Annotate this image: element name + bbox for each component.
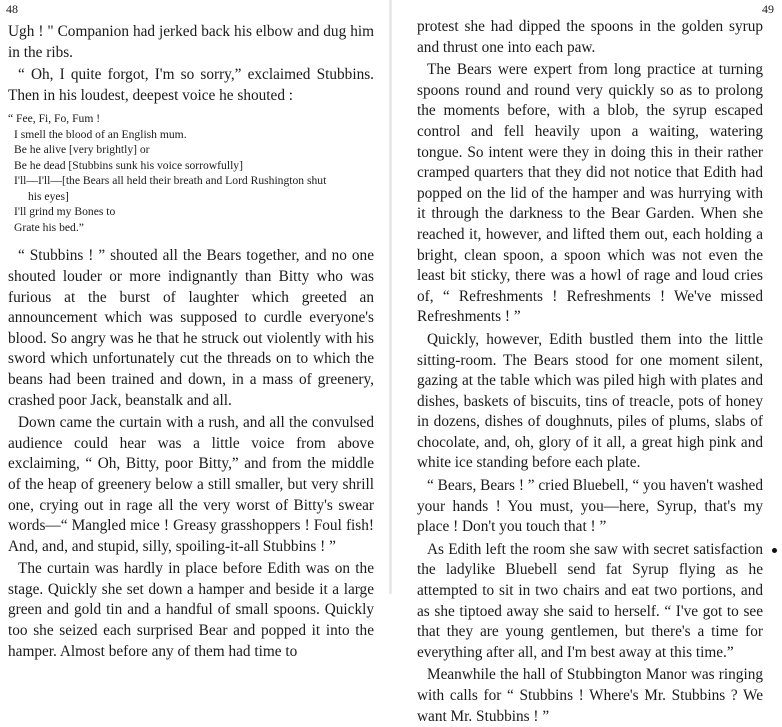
verse-line: Grate his bed.” [14,220,84,234]
left-page [0,0,391,660]
verse-line: I'll grind my Bones to [14,205,116,219]
paragraph: Meanwhile the hall of Stubbington Manor was ringing with calls for “ Stubbins ! Where's Mr. Stubbins ? We want Mr. Stubbins ! ” [417,666,763,725]
verse-line: his eyes] [28,189,69,203]
page-number: 49 [762,2,774,16]
ink-speck [772,548,777,553]
paragraph: Ugh ! " Companion had jerked back his elbow and dug him in the ribs. [8,23,374,61]
verse-line: “ Fee, Fi, Fo, Fum ! [8,112,101,126]
paragraph: Down came the curtain with a rush, and all the convulsed audience could hear was a little voice from above exclaiming, “ Oh, Bitty, poor Bitty,” and from the middle of the heap of greenery below a still smaller, but very shrill one, crying out in rage all the very worst of Bitty's swear words—“ Mangled mice ! Greasy grasshoppers ! Foul fish! And, and, and stupid, silly, spoiling-it-all Stubbins ! ” [8,414,374,555]
verse-line: I smell the blood of an English mum. [14,127,187,141]
paragraph: The Bears were expert from long practice at turning spoons round and round very quickly so as to prolong the moments before, with a blob, the syrup escaped control and fell heavily upon a waiting, watering tongue. So intent were they in doing this in their rather cramped quarters that they did not notice that Edith had popped on the lid of the hamper and was hurrying with it through the darkness to the Bear Garden. When she reached it, however, and lifted them out, each holding a bright, clean spoon, a spoon which was not even the least bit sticky, there was a howl of rage and loud cries of, “ Refreshments ! Refreshments ! We've missed Refreshments ! ” [417,61,763,326]
left-page-body [8,22,374,662]
paragraph: Quickly, however, Edith bustled them into the little sitting-room. The Bears stood for one moment silent, gazing at the table which was piled high with plates and dishes, baskets of biscuits, tins of treacle, pots of honey in dozens, dishes of doughnuts, piles of plums, slabs of chocolate, and, oh, glory of it all, a great high pink and white ice standing before each plate. [417,330,763,472]
paragraph: protest she had dipped the spoons in the golden syrup and thrust one into each paw. [417,18,763,56]
paragraph: “ Stubbins ! ” shouted all the Bears together, and no one shouted louder or more indignantly than Bitty who was furious at the burst of laughter which greeted an announcement which was supposed to curdle everyone's blood. So angry was he that he struck out violently with his sword which unfortunately cut the threads on to which the beans had been trained and down, in a mass of greenery, crashed poor Jack, beanstalk and all. [8,247,374,409]
paragraph: “ Oh, I quite forgot, I'm so sorry,” exclaimed Stubbins. Then in his loudest, deepest voice he shouted : [8,66,374,104]
right-page [391,0,782,725]
paragraph: As Edith left the room she saw with secret satisfaction the ladylike Bluebell send fat Syrup flying as he attempted to sit in two chairs and eat two portions, and as she tiptoed away she said to herself. “ I've got to see that they are young gentlemen, but there's a time for everything after all, and I'm best away at this time.” [417,540,763,661]
right-page-body [417,17,763,727]
verse-line: Be he alive [very brightly] or [14,143,150,157]
page-number: 48 [6,2,18,16]
verse-line: Be he dead [Stubbins sunk his voice sorrowfully] [14,158,243,172]
verse-block [8,111,374,235]
paragraph: “ Bears, Bears ! ” cried Bluebell, “ you haven't washed your hands ! You must, you—here, Syrup, that's my place ! Don't you touch that ! ” [417,477,763,536]
verse-line: I'll—I'll—[the Bears all held their breath and Lord Rushington shut [14,174,327,188]
paragraph: The curtain was hardly in place before Edith was on the stage. Quickly she set down a hamper and beside it a large green and gold tin and a handful of small spoons. Quickly too she seized each surprised Bear and popped it into the hamper. Almost before any of them had time to [8,560,374,660]
